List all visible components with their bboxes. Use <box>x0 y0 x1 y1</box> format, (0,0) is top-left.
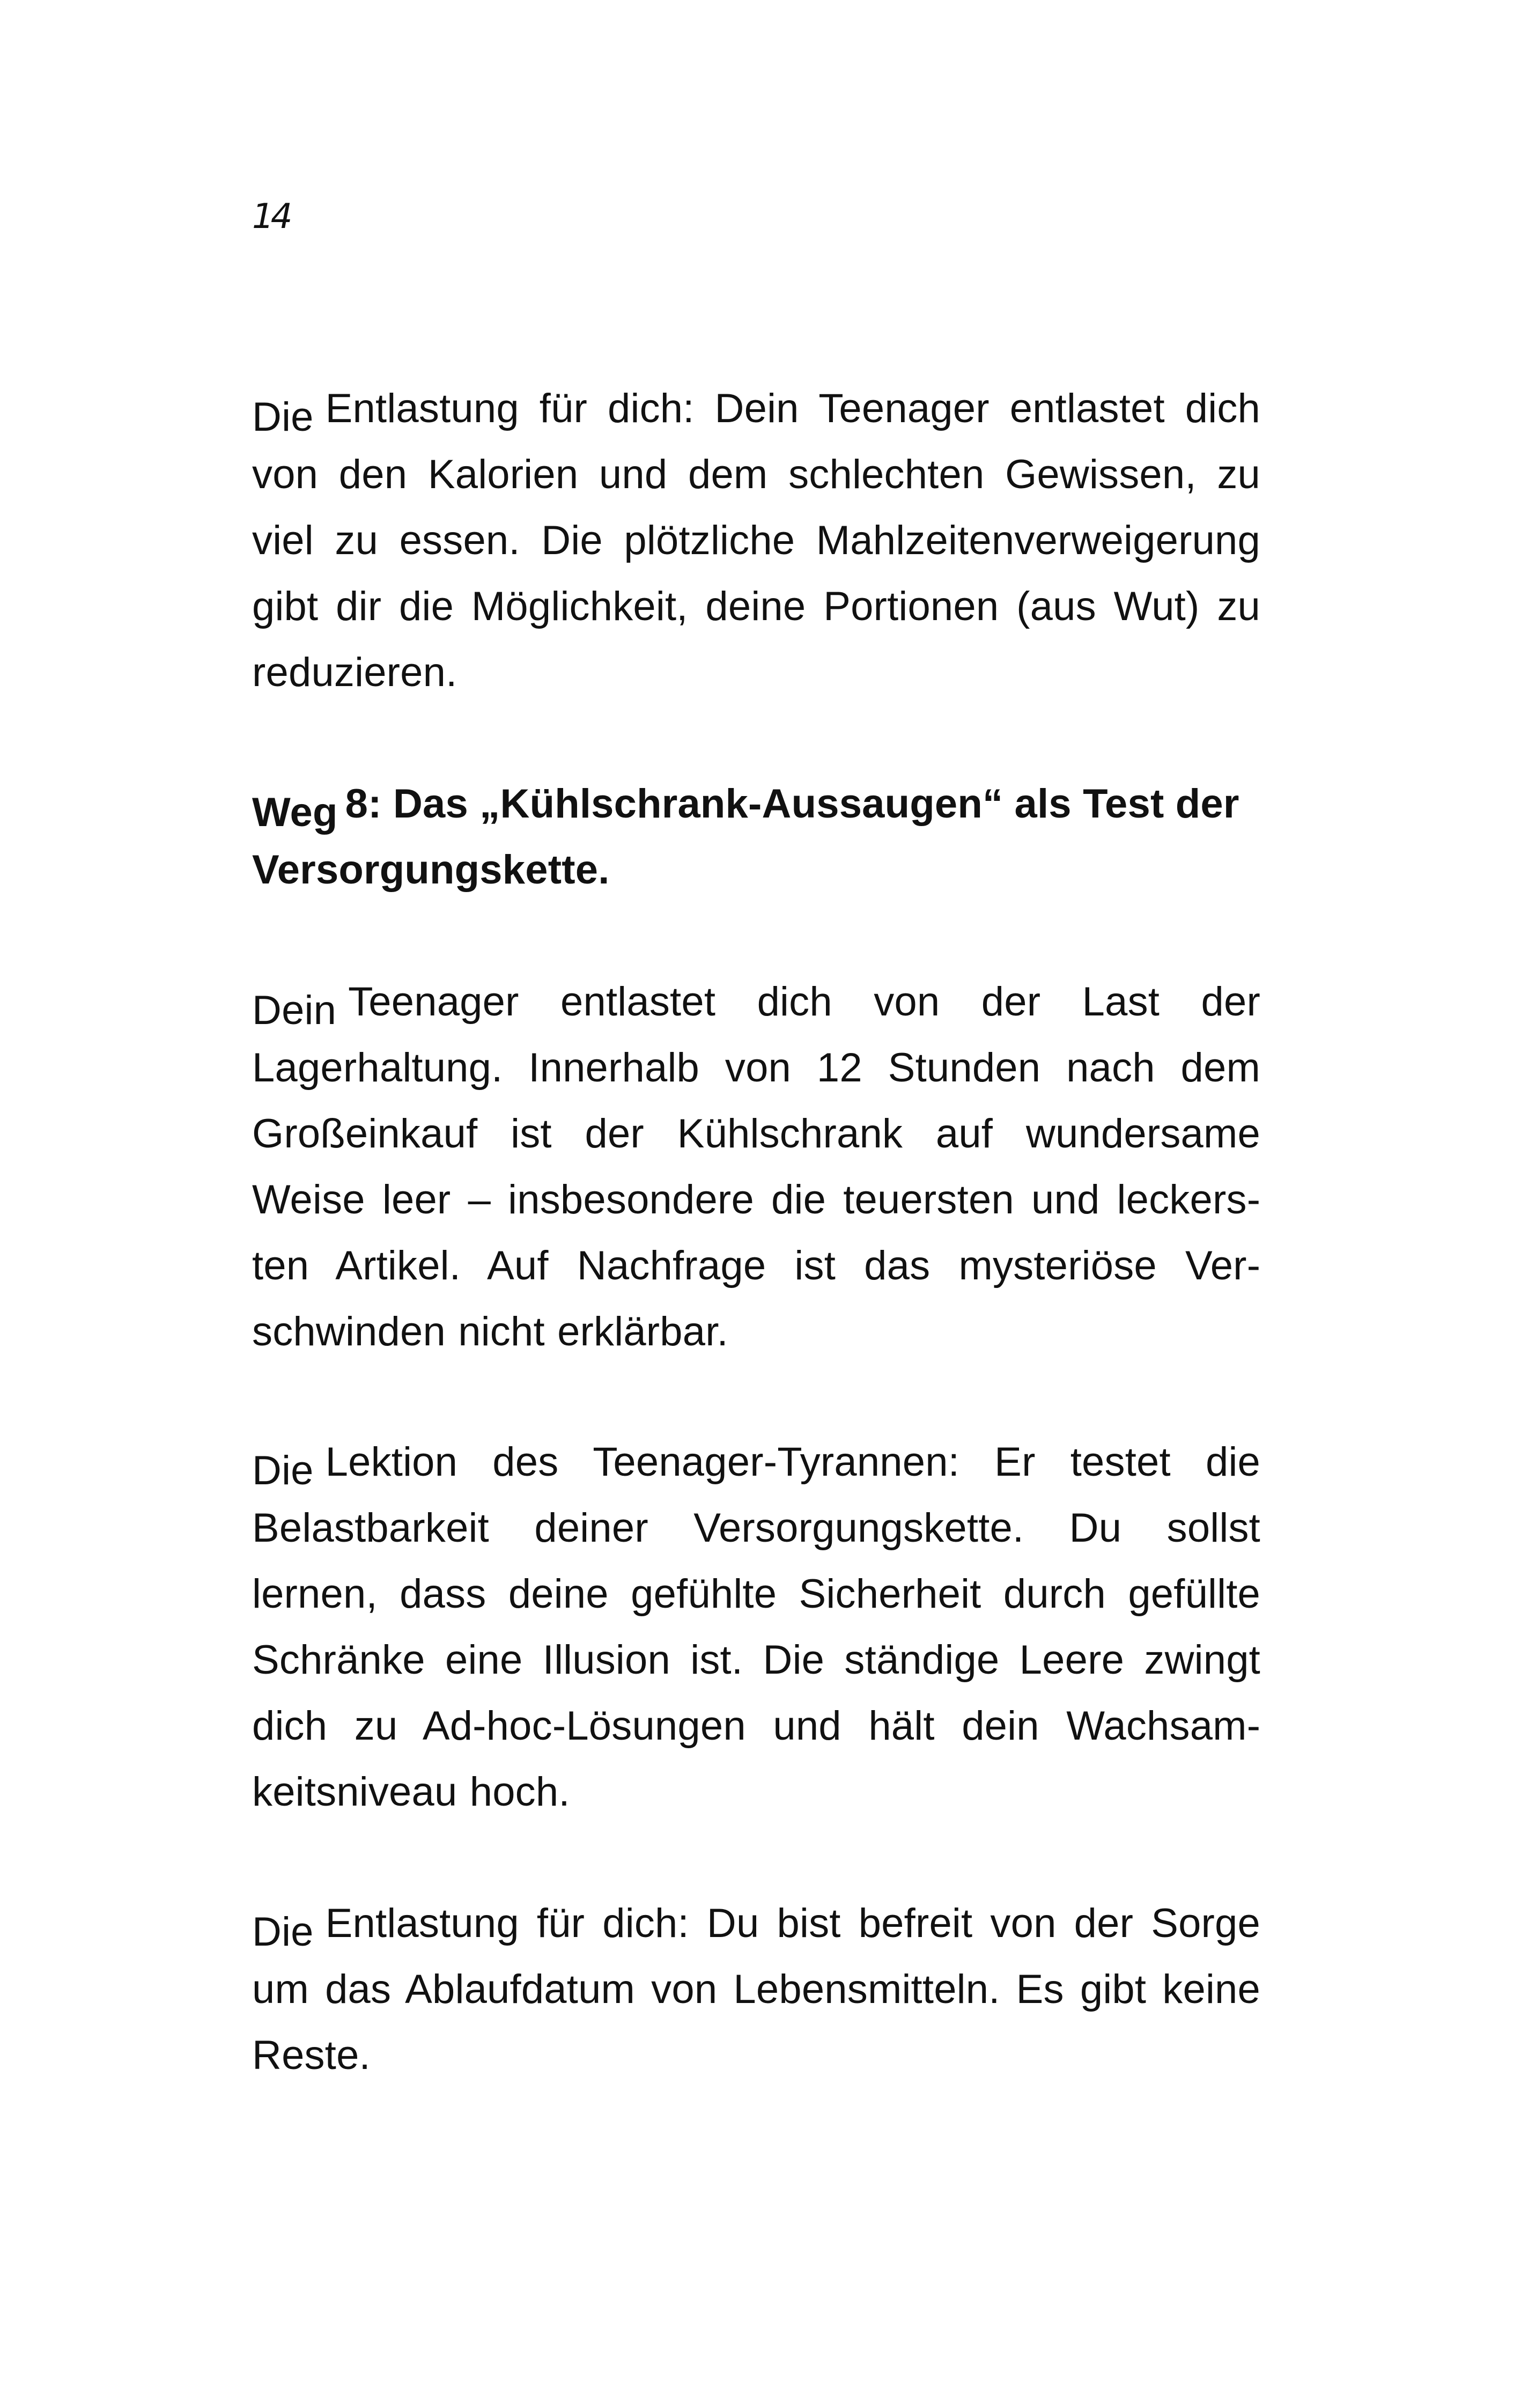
paragraph-lagerhaltung <box>252 969 1260 1365</box>
paragraph-lektion <box>252 1429 1260 1825</box>
paragraph-text <box>252 1429 1260 1825</box>
paragraph-lead-word: Dein <box>252 988 337 1033</box>
heading-body: 8: Das „Kühlschrank-Aussaugen“ als Test der Versorgungskette. <box>252 781 1239 893</box>
paragraph-lead-word: Die <box>252 1448 314 1493</box>
paragraph-body: Teenager entlastet dich von der Last der Lagerhaltung. Innerhalb von 12 Stunden nach dem Großeinkauf ist der Kühlschrank auf wundersame Weise leer – insbesondere die teuersten und leckersten Artikel. Auf Nachfrage ist das mysteriöse Verschwinden nicht erklärbar. <box>252 979 1260 1354</box>
heading-text <box>252 771 1260 903</box>
paragraph-body: Lektion des Teenager-Tyrannen: Er testet die Belastbarkeit deiner Versorgungskette. Du sollst lernen, dass deine gefühlte Sicherheit durch gefüllte Schränke eine Illusion ist. Die ständige Leere zwingt dich zu Ad-hoc-Lösungen und hält dein Wachsamkeitsniveau hoch. <box>252 1439 1260 1815</box>
paragraph-body: Entlastung für dich: Dein Teenager entlastet dich von den Kalorien und dem schlechten Gewissen, zu viel zu essen. Die plötzliche Mahlzeitenverweigerung gibt dir die Möglichkeit, deine Portionen (aus Wut) zu reduzieren. <box>252 386 1260 695</box>
paragraph-lead-word: Die <box>252 1909 314 1955</box>
paragraph-lead-word: Die <box>252 394 314 440</box>
paragraph-text <box>252 1890 1260 2088</box>
paragraph-text <box>252 375 1260 705</box>
paragraph-text <box>252 969 1260 1365</box>
paragraph-entlastung-ablaufdatum <box>252 1890 1260 2088</box>
paragraph-entlastung-kalorien <box>252 375 1260 705</box>
heading-lead-word: Weg <box>252 790 338 835</box>
page-number: 14 <box>252 197 290 237</box>
paragraph-body: Entlastung für dich: Du bist befreit von der Sorge um das Ablaufdatum von Lebensmitteln. Es gibt keine Reste. <box>252 1901 1260 2078</box>
section-heading-weg-8 <box>252 771 1260 903</box>
